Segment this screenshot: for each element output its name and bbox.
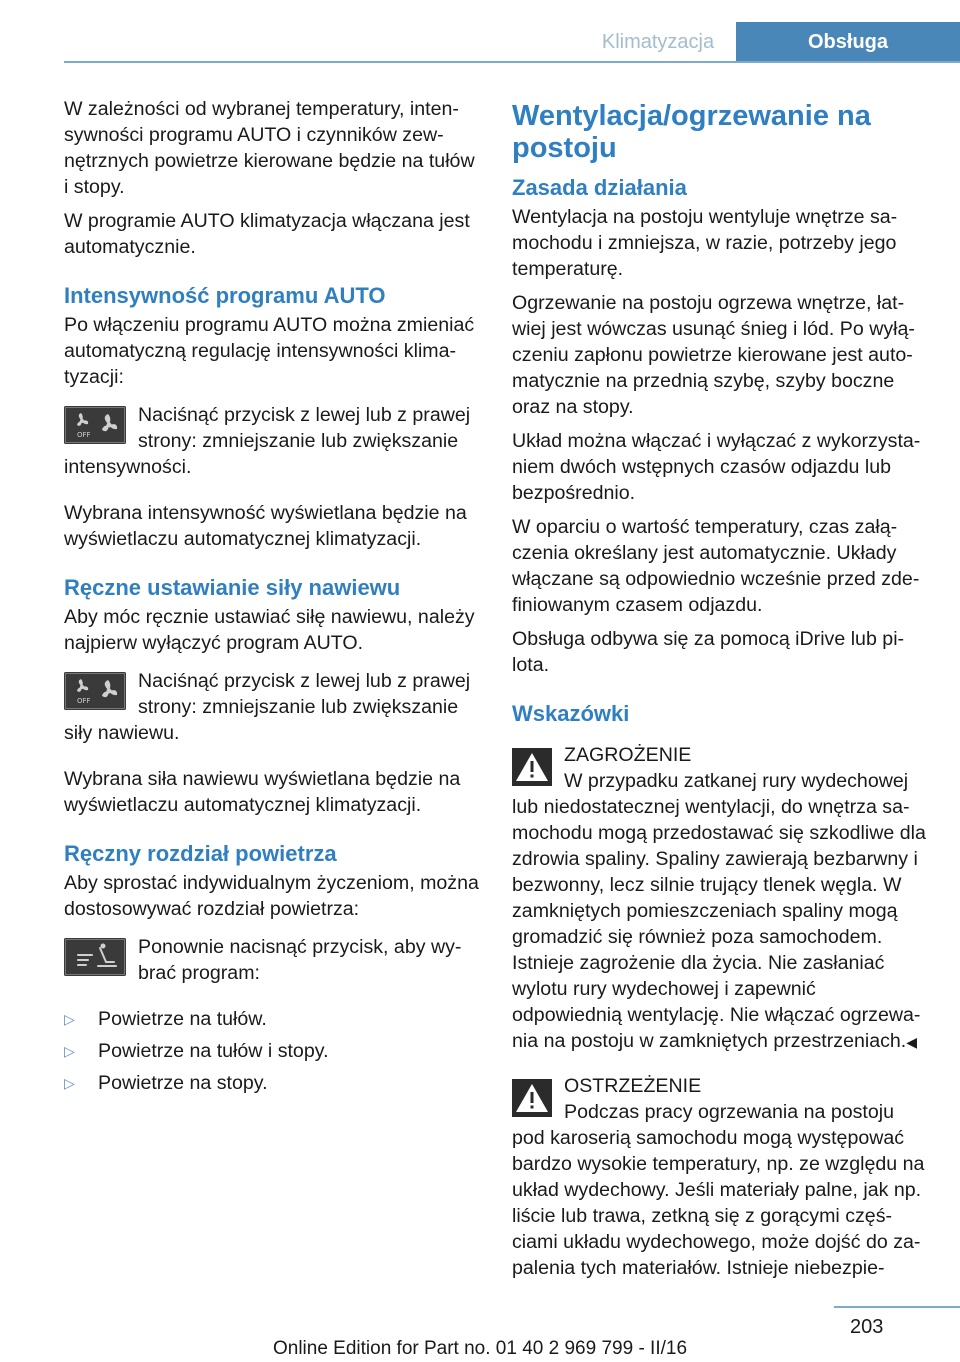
right-paragraph-5: Obsługa odbywa się za pomocą iDrive lub pilota.: [512, 628, 905, 676]
distribution-instruction: [64, 934, 482, 986]
warning-triangle-icon: [512, 748, 552, 786]
end-mark-icon: ◀: [906, 1034, 918, 1050]
heading-parking-ventilation: Wentylacja/ogrzewanie na postoju: [512, 100, 871, 164]
distribution-paragraph: Aby sprostać indywidualnym życzeniom, można dostosowywać rozdział powietrza:: [64, 872, 479, 920]
bullet-triangle-icon: ▷: [64, 1043, 75, 1059]
right-column: [512, 96, 928, 1299]
list-item-text: Powietrze na stopy.: [98, 1072, 268, 1094]
distribution-program-list: [64, 1006, 482, 1096]
intensity-paragraph: Po włączeniu programu AUTO można zmieniać automatyczną regulację intensywności klimatyzacji:: [64, 314, 475, 388]
right-paragraph-3: Układ można włączać i wyłączać z wykorzystaniem dwóch wstępnych czasów odjazdu lub bezpośrednio.: [512, 430, 921, 504]
danger-notice: [512, 742, 928, 1055]
fan-off-button-icon: [64, 406, 126, 444]
list-item-text: Powietrze na tułów.: [98, 1008, 267, 1030]
right-paragraph-1: Wentylacja na postoju wentyluje wnętrze samochodu i zmniejsza, w razie, potrzeby jego temperaturę.: [512, 206, 898, 280]
danger-text: W przypadku zatkanej rury wydechowej lub niedostatecznej wentylacji, do wnętrza samochodu mogą przedostawać się szkodliwe dla zdrowia spaliny. Spaliny zawierają bezbarwny i bezwonny, lecz silnie trujący tlenek węgla. W zamkniętych pomieszczeniach spaliny mogą gromadzić się również poza samochodem. Istnieje zagrożenie dla życia. Nie zasłaniać wylotu rury wydechowej i zapewnić odpowiednią wentylację. Nie włączać ogrzewania na postoju w zamkniętych przestrzeniach.: [512, 770, 926, 1052]
fan-off-button-icon: [64, 672, 126, 710]
air-distribution-button-icon: [64, 938, 126, 976]
svg-text:OFF: OFF: [77, 697, 91, 705]
left-paragraph-1: W zależności od wybranej temperatury, intensywności programu AUTO i czynników zewnętrznych powietrze kierowane będzie na tułów i stopy.: [64, 98, 475, 198]
warning-text: Podczas pracy ogrzewania na postoju pod karoserią samochodu mogą występować bardzo wysokie temperatury, np. ze względu na układ wydechowy. Jeśli materiały palne, jak np. liście lub trawa, zetkną się z gorącymi częściami układu wydechowego, może dojść do zapalenia tych materiałów. Istnieje niebezpie-: [512, 1101, 925, 1279]
danger-text-wrap: [512, 768, 928, 1055]
airflow-display-paragraph: Wybrana siła nawiewu wyświetlana będzie na wyświetlaczu automatycznej klimatyzacji.: [64, 768, 461, 816]
list-item: [64, 1070, 482, 1096]
left-paragraph-2: W programie AUTO klimatyzacja włączana jest automatycznie.: [64, 210, 470, 258]
page-number: 203: [850, 1316, 884, 1338]
list-item: [64, 1038, 482, 1064]
list-item: [64, 1006, 482, 1032]
warning-triangle-icon: [512, 1079, 552, 1117]
edition-footer: Online Edition for Part no. 01 40 2 969 799 - II/16: [272, 1338, 688, 1359]
right-paragraph-4: W oparciu o wartość temperatury, czas załączenia określany jest automatycznie. Układy włączane są odpowiednio wcześnie przed zdefiniowanym czasem odjazdu.: [512, 516, 920, 616]
warning-notice: [512, 1073, 928, 1281]
danger-title: ZAGROŻENIE: [564, 744, 692, 766]
airflow-instruction-text: Naciśnąć przycisk z lewej lub z prawej strony: zmniejszanie lub zwiększanie siły nawiewu.: [64, 670, 471, 744]
bullet-triangle-icon: ▷: [64, 1011, 75, 1027]
heading-auto-intensity: Intensywność programu AUTO: [64, 283, 386, 308]
airflow-instruction: [64, 668, 482, 746]
header-section-tab: Klimatyzacja: [601, 31, 715, 53]
header-rule: [64, 61, 960, 63]
distribution-instruction-text: Ponownie nacisnąć przycisk, aby wybrać program:: [138, 936, 462, 984]
footer-rule: [834, 1306, 960, 1308]
airflow-paragraph: Aby móc ręcznie ustawiać siłę nawiewu, należy najpierw wyłączyć program AUTO.: [64, 606, 475, 654]
list-item-text: Powietrze na tułów i stopy.: [98, 1040, 329, 1062]
heading-manual-airflow: Ręczne ustawianie siły nawiewu: [64, 575, 401, 600]
warning-title: OSTRZEŻENIE: [564, 1075, 702, 1097]
bullet-triangle-icon: ▷: [64, 1075, 75, 1091]
intensity-instruction: [64, 402, 482, 480]
intensity-instruction-text: Naciśnąć przycisk z lewej lub z prawej strony: zmniejszanie lub zwiększanie intensywności.: [64, 404, 471, 478]
right-paragraph-2: Ogrzewanie na postoju ogrzewa wnętrze, łatwiej jest wówczas usunąć śnieg i lód. Po wyłączeniu zapłonu powietrze kierowane jest automatycznie na przednią szybę, szyby boczne oraz na stopy.: [512, 292, 915, 418]
heading-operating-principle: Zasada działania: [512, 175, 687, 200]
svg-text:OFF: OFF: [77, 431, 91, 439]
heading-notes: Wskazówki: [512, 701, 630, 726]
heading-air-distribution: Ręczny rozdział powietrza: [64, 841, 337, 866]
left-column: [64, 96, 482, 1102]
intensity-display-paragraph: Wybrana intensywność wyświetlana będzie na wyświetlaczu automatycznej klimatyzacji.: [64, 502, 467, 550]
header-active-tab: Obsługa: [736, 22, 960, 62]
